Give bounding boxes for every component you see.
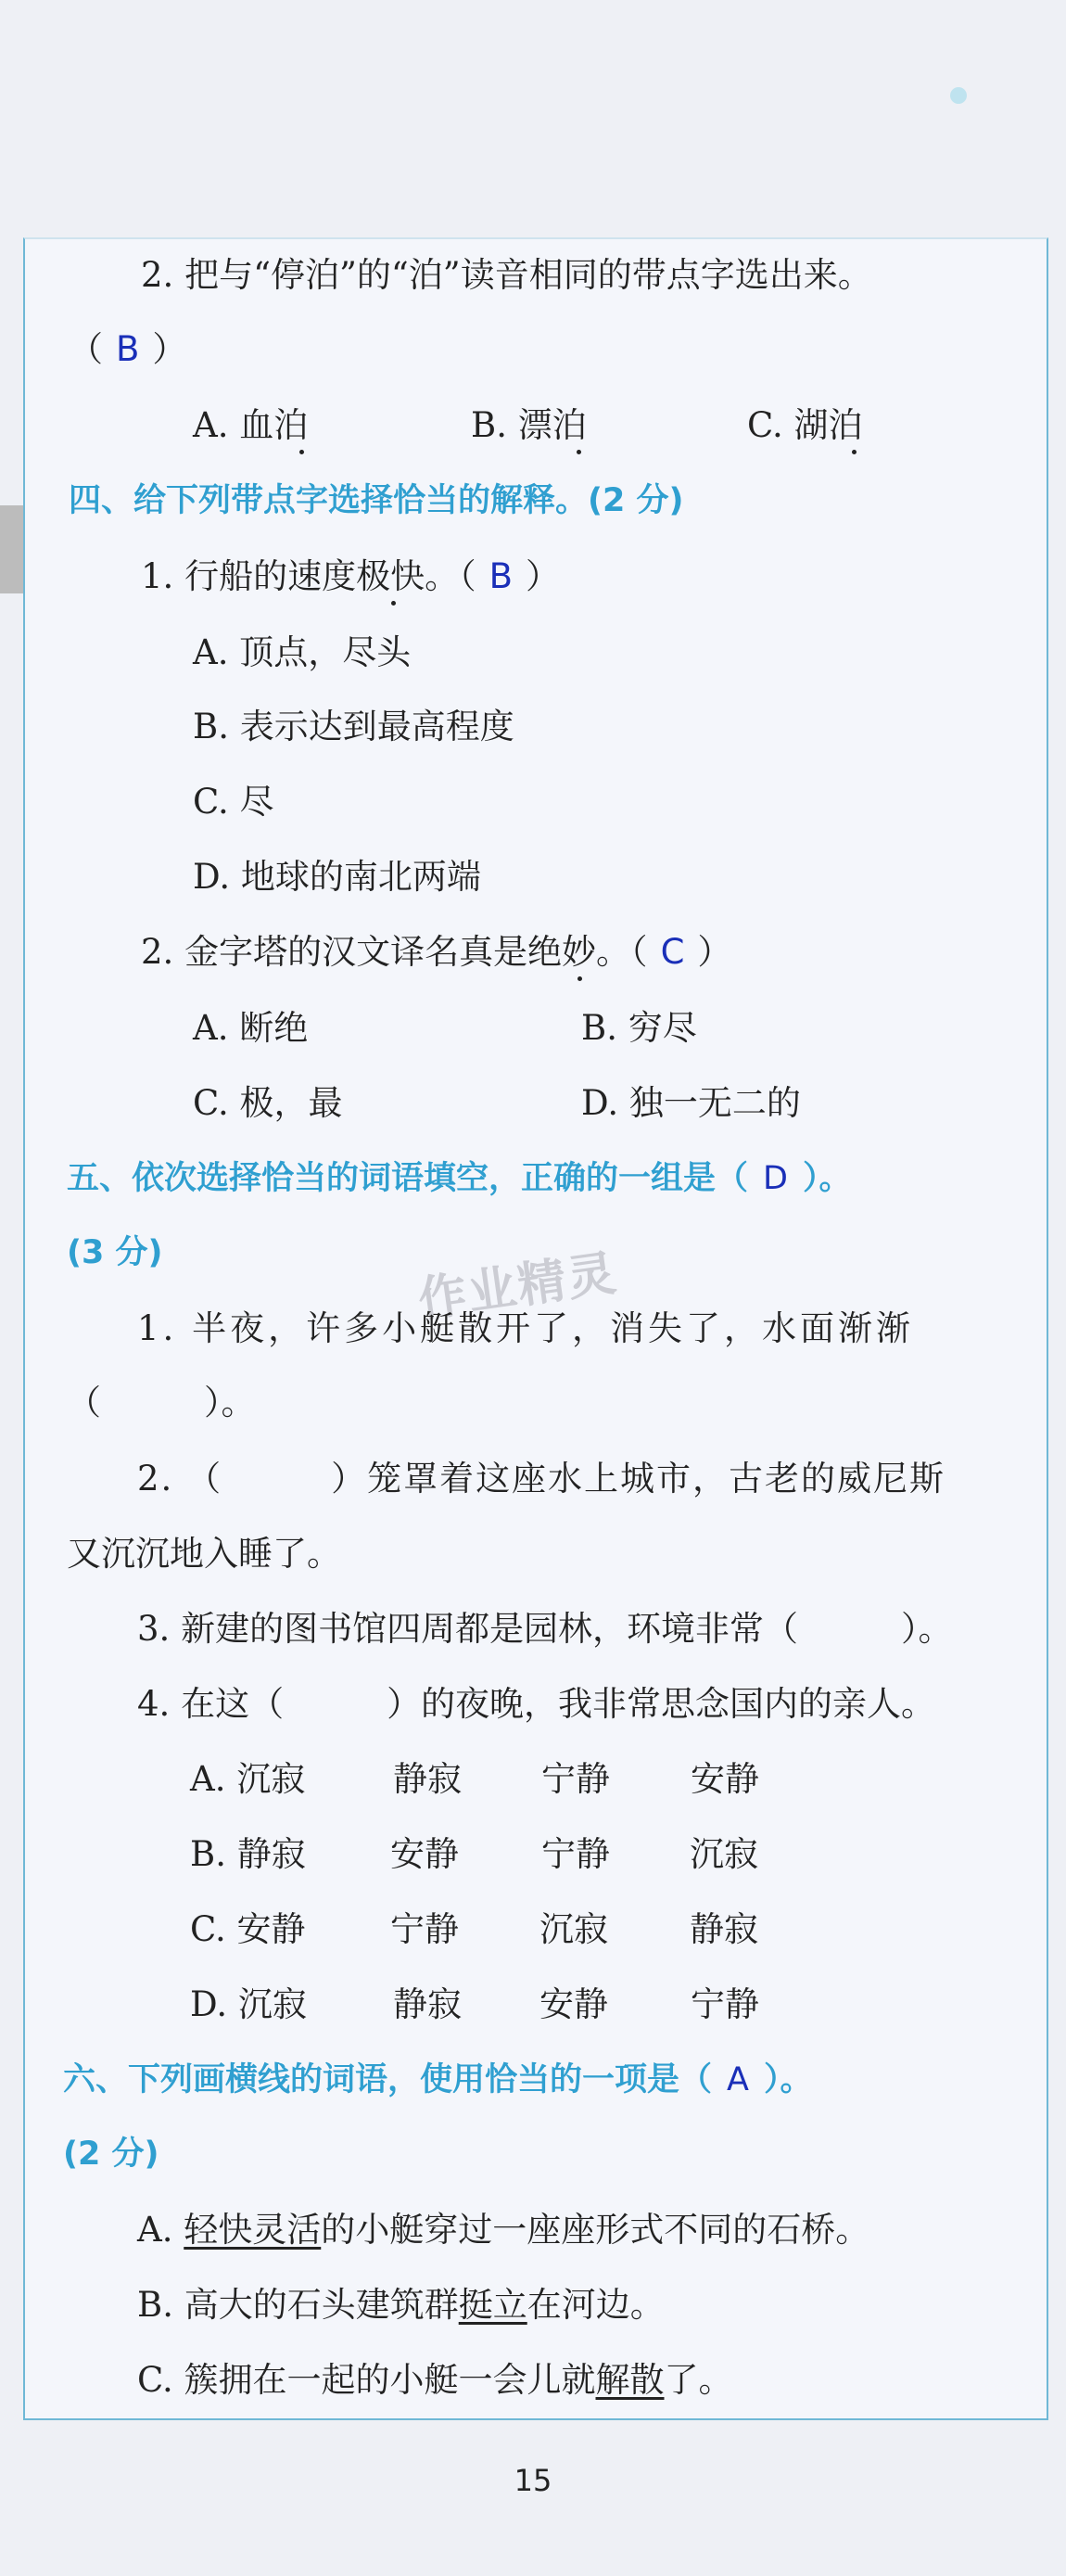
underlined-word: 解散	[595, 2360, 665, 2400]
sec5-option-c-4: 静寂	[690, 1909, 758, 1949]
answer-value: D	[763, 1160, 788, 1197]
option-prefix: C. 簇拥在一起的小艇一会儿就	[137, 2360, 596, 2400]
sec6-option-b	[137, 2282, 665, 2328]
sec5-q2: 2. （ ）笼罩着这座水上城市，古老的威尼斯	[137, 1459, 946, 1498]
emphasis-dot	[577, 976, 582, 981]
paren-open: （	[69, 329, 103, 369]
sec5-option-d-1: D. 沉寂	[190, 1984, 307, 2024]
sec5-option-c-2: 宁静	[390, 1909, 459, 1949]
sec4-q1-option-c: C. 尽	[193, 782, 274, 822]
answer-value: C	[660, 932, 685, 972]
option-rest: 的小艇穿过一座座形式不同的石桥。	[321, 2210, 870, 2250]
sec5-option-a-2: 静寂	[393, 1759, 462, 1799]
sec5-option-c-3: 沉寂	[539, 1909, 608, 1949]
sec4-q1	[141, 554, 560, 600]
section-5-score: (3 分)	[67, 1234, 163, 1271]
sec4-q2-option-d: D. 独一无二的	[581, 1083, 801, 1123]
q3-2-stem: 2. 把与“停泊”的“泊”读音相同的带点字选出来。	[141, 255, 872, 295]
section-6-heading-text: 六、下列画横线的词语，使用恰当的一项是（	[63, 2061, 713, 2098]
sec4-q1-option-d: D. 地球的南北两端	[193, 857, 481, 897]
answer-value: B	[489, 556, 513, 596]
page-number: 15	[514, 2463, 552, 2498]
emphasis-dot	[299, 450, 304, 454]
sec5-option-d-4: 宁静	[691, 1984, 759, 2024]
decorative-dot	[950, 87, 967, 104]
sec6-option-a	[137, 2207, 869, 2253]
q3-2-option-a: A. 血泊	[193, 405, 309, 445]
sec5-option-a-4: 安静	[691, 1759, 759, 1799]
sec5-option-d-3: 安静	[539, 1984, 608, 2024]
q3-2-option-c: C. 湖泊	[747, 405, 863, 445]
emphasis-dot	[577, 450, 581, 454]
q3-2-option-b: B. 漂泊	[471, 405, 587, 445]
sec5-q1-blank: （ ）。	[67, 1383, 256, 1422]
option-prefix: A.	[137, 2210, 184, 2250]
paren-close: ）	[525, 556, 560, 596]
sec4-q1-stem: 1. 行船的速度极快。（	[141, 556, 476, 596]
option-rest: 了。	[664, 2360, 733, 2400]
sec4-q2-option-b: B. 穷尽	[581, 1008, 697, 1048]
sec4-q2-stem: 2. 金字塔的汉文译名真是绝妙。（	[141, 932, 648, 972]
section-4-heading: 四、给下列带点字选择恰当的解释。(2 分)	[69, 482, 684, 519]
section-6-heading	[63, 2057, 812, 2103]
sec5-q1: 1. 半夜，许多小艇散开了，消失了，水面渐渐	[137, 1308, 915, 1348]
sec4-q2	[141, 929, 731, 976]
sec5-option-b-4: 沉寂	[690, 1834, 758, 1874]
section-5-heading	[67, 1155, 851, 1202]
page-edge-tab	[0, 505, 23, 593]
section-6-score: (2 分)	[63, 2136, 159, 2173]
sec5-q2-cont: 又沉沉地入睡了。	[67, 1534, 341, 1574]
sec4-q2-option-a: A. 断绝	[193, 1008, 309, 1048]
q3-2-answer-line	[69, 326, 186, 373]
sec4-q1-option-b: B. 表示达到最高程度	[193, 707, 514, 746]
paren-close: ）	[152, 329, 187, 369]
sec5-q3: 3. 新建的图书馆四周都是园林，环境非常（ ）。	[137, 1609, 953, 1649]
section-5-heading-text: 五、依次选择恰当的词语填空，正确的一组是（	[67, 1160, 749, 1197]
sec5-option-b-2: 安静	[390, 1834, 459, 1874]
sec4-q1-option-a: A. 顶点，尽头	[193, 632, 412, 672]
sec5-option-b-1: B. 静寂	[190, 1834, 306, 1874]
watermark: 作业精灵	[414, 1245, 621, 1329]
sec5-option-a-3: 宁静	[541, 1759, 610, 1799]
sec5-option-b-3: 宁静	[541, 1834, 610, 1874]
option-rest: 在河边。	[527, 2285, 665, 2325]
emphasis-dot	[391, 601, 396, 606]
heading-end: ）。	[802, 1160, 852, 1197]
answer-value: B	[116, 329, 140, 369]
heading-end: ）。	[763, 2061, 813, 2098]
underlined-word: 轻快灵活	[184, 2210, 322, 2250]
sec5-option-c-1: C. 安静	[190, 1909, 306, 1949]
emphasis-dot	[852, 450, 857, 454]
underlined-word: 挺立	[458, 2285, 527, 2325]
option-prefix: B. 高大的石头建筑群	[137, 2285, 459, 2325]
sec5-option-d-2: 静寂	[393, 1984, 462, 2024]
sec5-option-a-1: A. 沉寂	[190, 1759, 306, 1799]
sec6-option-c	[137, 2357, 733, 2404]
paren-close: ）	[697, 932, 732, 972]
answer-value: A	[727, 2061, 749, 2098]
sec4-q2-option-c: C. 极，最	[193, 1083, 343, 1123]
sec5-q4: 4. 在这（ ）的夜晚，我非常思念国内的亲人。	[137, 1684, 936, 1724]
